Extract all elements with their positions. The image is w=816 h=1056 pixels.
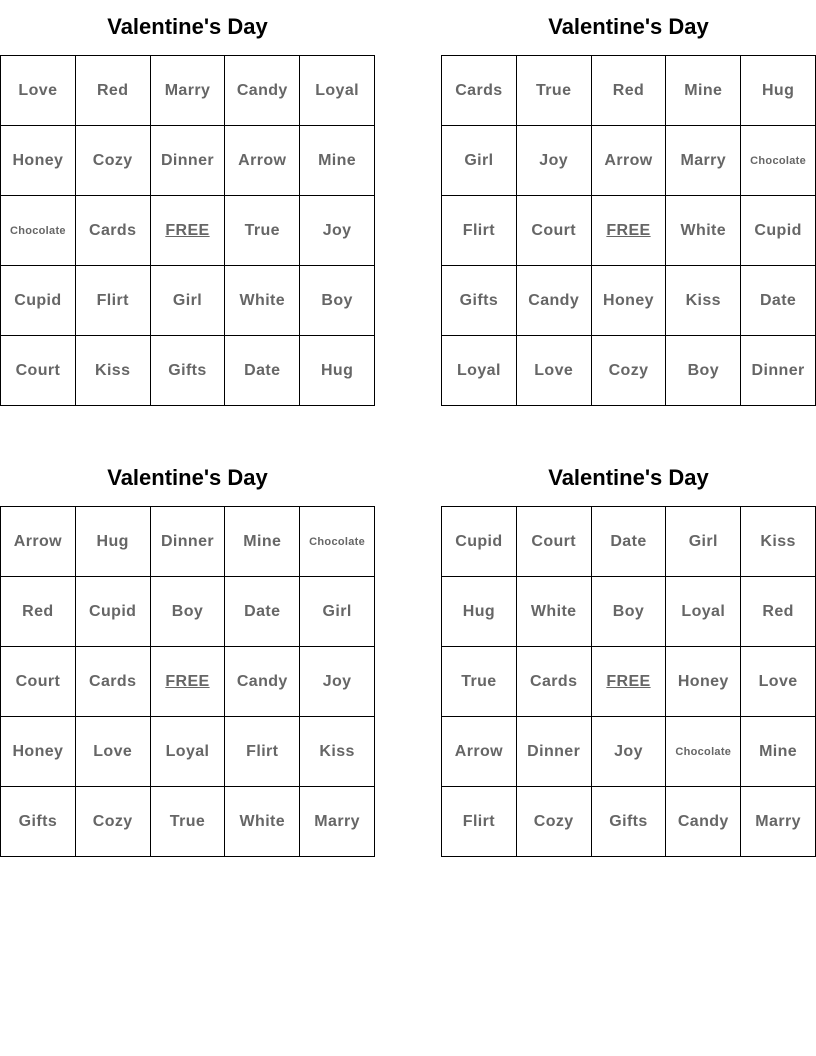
- card-title: Valentine's Day: [548, 14, 709, 39]
- bingo-cell: Red: [592, 56, 667, 126]
- bingo-cell: Court: [517, 507, 592, 577]
- bingo-cell: Flirt: [442, 787, 517, 857]
- bingo-cell: White: [517, 577, 592, 647]
- bingo-cell: Marry: [151, 56, 226, 126]
- free-space-cell: FREE: [592, 196, 667, 266]
- bingo-cell: Girl: [442, 126, 517, 196]
- bingo-cell: Mine: [666, 56, 741, 126]
- bingo-cell: Red: [76, 56, 151, 126]
- bingo-cell: Cozy: [517, 787, 592, 857]
- bingo-cell: Mine: [225, 507, 300, 577]
- bingo-cell: Love: [517, 336, 592, 406]
- bingo-cell: Gifts: [592, 787, 667, 857]
- bingo-cell: Joy: [300, 647, 375, 717]
- bingo-cell: Dinner: [151, 126, 226, 196]
- bingo-cell: Hug: [300, 336, 375, 406]
- bingo-cell: Boy: [592, 577, 667, 647]
- bingo-cell: Joy: [592, 717, 667, 787]
- bingo-cell: Joy: [517, 126, 592, 196]
- bingo-cell: Love: [76, 717, 151, 787]
- bingo-cell: Gifts: [442, 266, 517, 336]
- bingo-cell: Cards: [442, 56, 517, 126]
- bingo-cell: Cozy: [76, 787, 151, 857]
- bingo-cell: True: [442, 647, 517, 717]
- bingo-cell: Marry: [741, 787, 816, 857]
- bingo-cell: Marry: [666, 126, 741, 196]
- bingo-card-4: [441, 451, 816, 857]
- free-space-cell: FREE: [592, 647, 667, 717]
- bingo-cell: Cupid: [442, 507, 517, 577]
- bingo-cell: Girl: [666, 507, 741, 577]
- bingo-cell: Honey: [1, 717, 76, 787]
- bingo-cell: Hug: [76, 507, 151, 577]
- bingo-cell: Arrow: [592, 126, 667, 196]
- bingo-cell: Cupid: [1, 266, 76, 336]
- bingo-cell: Date: [741, 266, 816, 336]
- bingo-cell: Court: [1, 336, 76, 406]
- bingo-cell: True: [517, 56, 592, 126]
- card-title: Valentine's Day: [107, 465, 268, 490]
- bingo-card-3: [0, 451, 375, 857]
- bingo-cell: Red: [741, 577, 816, 647]
- bingo-cell: Cozy: [592, 336, 667, 406]
- bingo-cell: True: [151, 787, 226, 857]
- bingo-cell: Cozy: [76, 126, 151, 196]
- card-title: Valentine's Day: [107, 14, 268, 39]
- bingo-cell: Flirt: [225, 717, 300, 787]
- bingo-cell: Dinner: [517, 717, 592, 787]
- bingo-cell: Candy: [225, 56, 300, 126]
- bingo-cell: Hug: [741, 56, 816, 126]
- bingo-cell: Date: [225, 336, 300, 406]
- bingo-cell: Mine: [300, 126, 375, 196]
- bingo-cell: Loyal: [442, 336, 517, 406]
- bingo-cell: Honey: [1, 126, 76, 196]
- bingo-cell: Love: [741, 647, 816, 717]
- bingo-cell: Girl: [151, 266, 226, 336]
- card-title: Valentine's Day: [548, 465, 709, 490]
- bingo-cell: Hug: [442, 577, 517, 647]
- bingo-cell: Mine: [741, 717, 816, 787]
- bingo-cell: Boy: [151, 577, 226, 647]
- bingo-cell: Arrow: [442, 717, 517, 787]
- bingo-cell: Honey: [592, 266, 667, 336]
- bingo-cell: Gifts: [1, 787, 76, 857]
- free-space-cell: FREE: [151, 647, 226, 717]
- bingo-cell: Cupid: [76, 577, 151, 647]
- bingo-cell: Dinner: [741, 336, 816, 406]
- bingo-grid: [0, 506, 375, 857]
- bingo-cell: Gifts: [151, 336, 226, 406]
- bingo-cell: Boy: [666, 336, 741, 406]
- bingo-cell: Chocolate: [1, 196, 76, 266]
- bingo-cell: Loyal: [151, 717, 226, 787]
- bingo-cell: Court: [1, 647, 76, 717]
- bingo-cell: Kiss: [300, 717, 375, 787]
- bingo-cell: Loyal: [300, 56, 375, 126]
- bingo-cell: White: [225, 266, 300, 336]
- bingo-cell: Loyal: [666, 577, 741, 647]
- bingo-cell: Candy: [517, 266, 592, 336]
- bingo-cell: Kiss: [76, 336, 151, 406]
- bingo-cell: Chocolate: [741, 126, 816, 196]
- bingo-cell: Cupid: [741, 196, 816, 266]
- bingo-card-1: [0, 0, 375, 406]
- bingo-grid: [441, 55, 816, 406]
- bingo-cell: Dinner: [151, 507, 226, 577]
- bingo-cell: Flirt: [76, 266, 151, 336]
- bingo-cell: Cards: [517, 647, 592, 717]
- bingo-cell: Candy: [666, 787, 741, 857]
- bingo-cell: Date: [592, 507, 667, 577]
- bingo-cell: Arrow: [1, 507, 76, 577]
- bingo-cell: Marry: [300, 787, 375, 857]
- bingo-cell: True: [225, 196, 300, 266]
- bingo-cell: Chocolate: [666, 717, 741, 787]
- bingo-cell: Red: [1, 577, 76, 647]
- bingo-cell: Honey: [666, 647, 741, 717]
- bingo-cell: Candy: [225, 647, 300, 717]
- bingo-cell: Cards: [76, 196, 151, 266]
- bingo-cell: White: [666, 196, 741, 266]
- bingo-cell: Court: [517, 196, 592, 266]
- bingo-cell: Joy: [300, 196, 375, 266]
- bingo-grid: [0, 55, 375, 406]
- bingo-cell: Date: [225, 577, 300, 647]
- bingo-card-2: [441, 0, 816, 406]
- bingo-cell: Kiss: [666, 266, 741, 336]
- bingo-grid: [441, 506, 816, 857]
- bingo-cell: Arrow: [225, 126, 300, 196]
- bingo-cell: Girl: [300, 577, 375, 647]
- bingo-cell: Kiss: [741, 507, 816, 577]
- bingo-cell: Boy: [300, 266, 375, 336]
- bingo-cell: Chocolate: [300, 507, 375, 577]
- bingo-cell: White: [225, 787, 300, 857]
- bingo-cell: Flirt: [442, 196, 517, 266]
- bingo-cell: Love: [1, 56, 76, 126]
- free-space-cell: FREE: [151, 196, 226, 266]
- bingo-cell: Cards: [76, 647, 151, 717]
